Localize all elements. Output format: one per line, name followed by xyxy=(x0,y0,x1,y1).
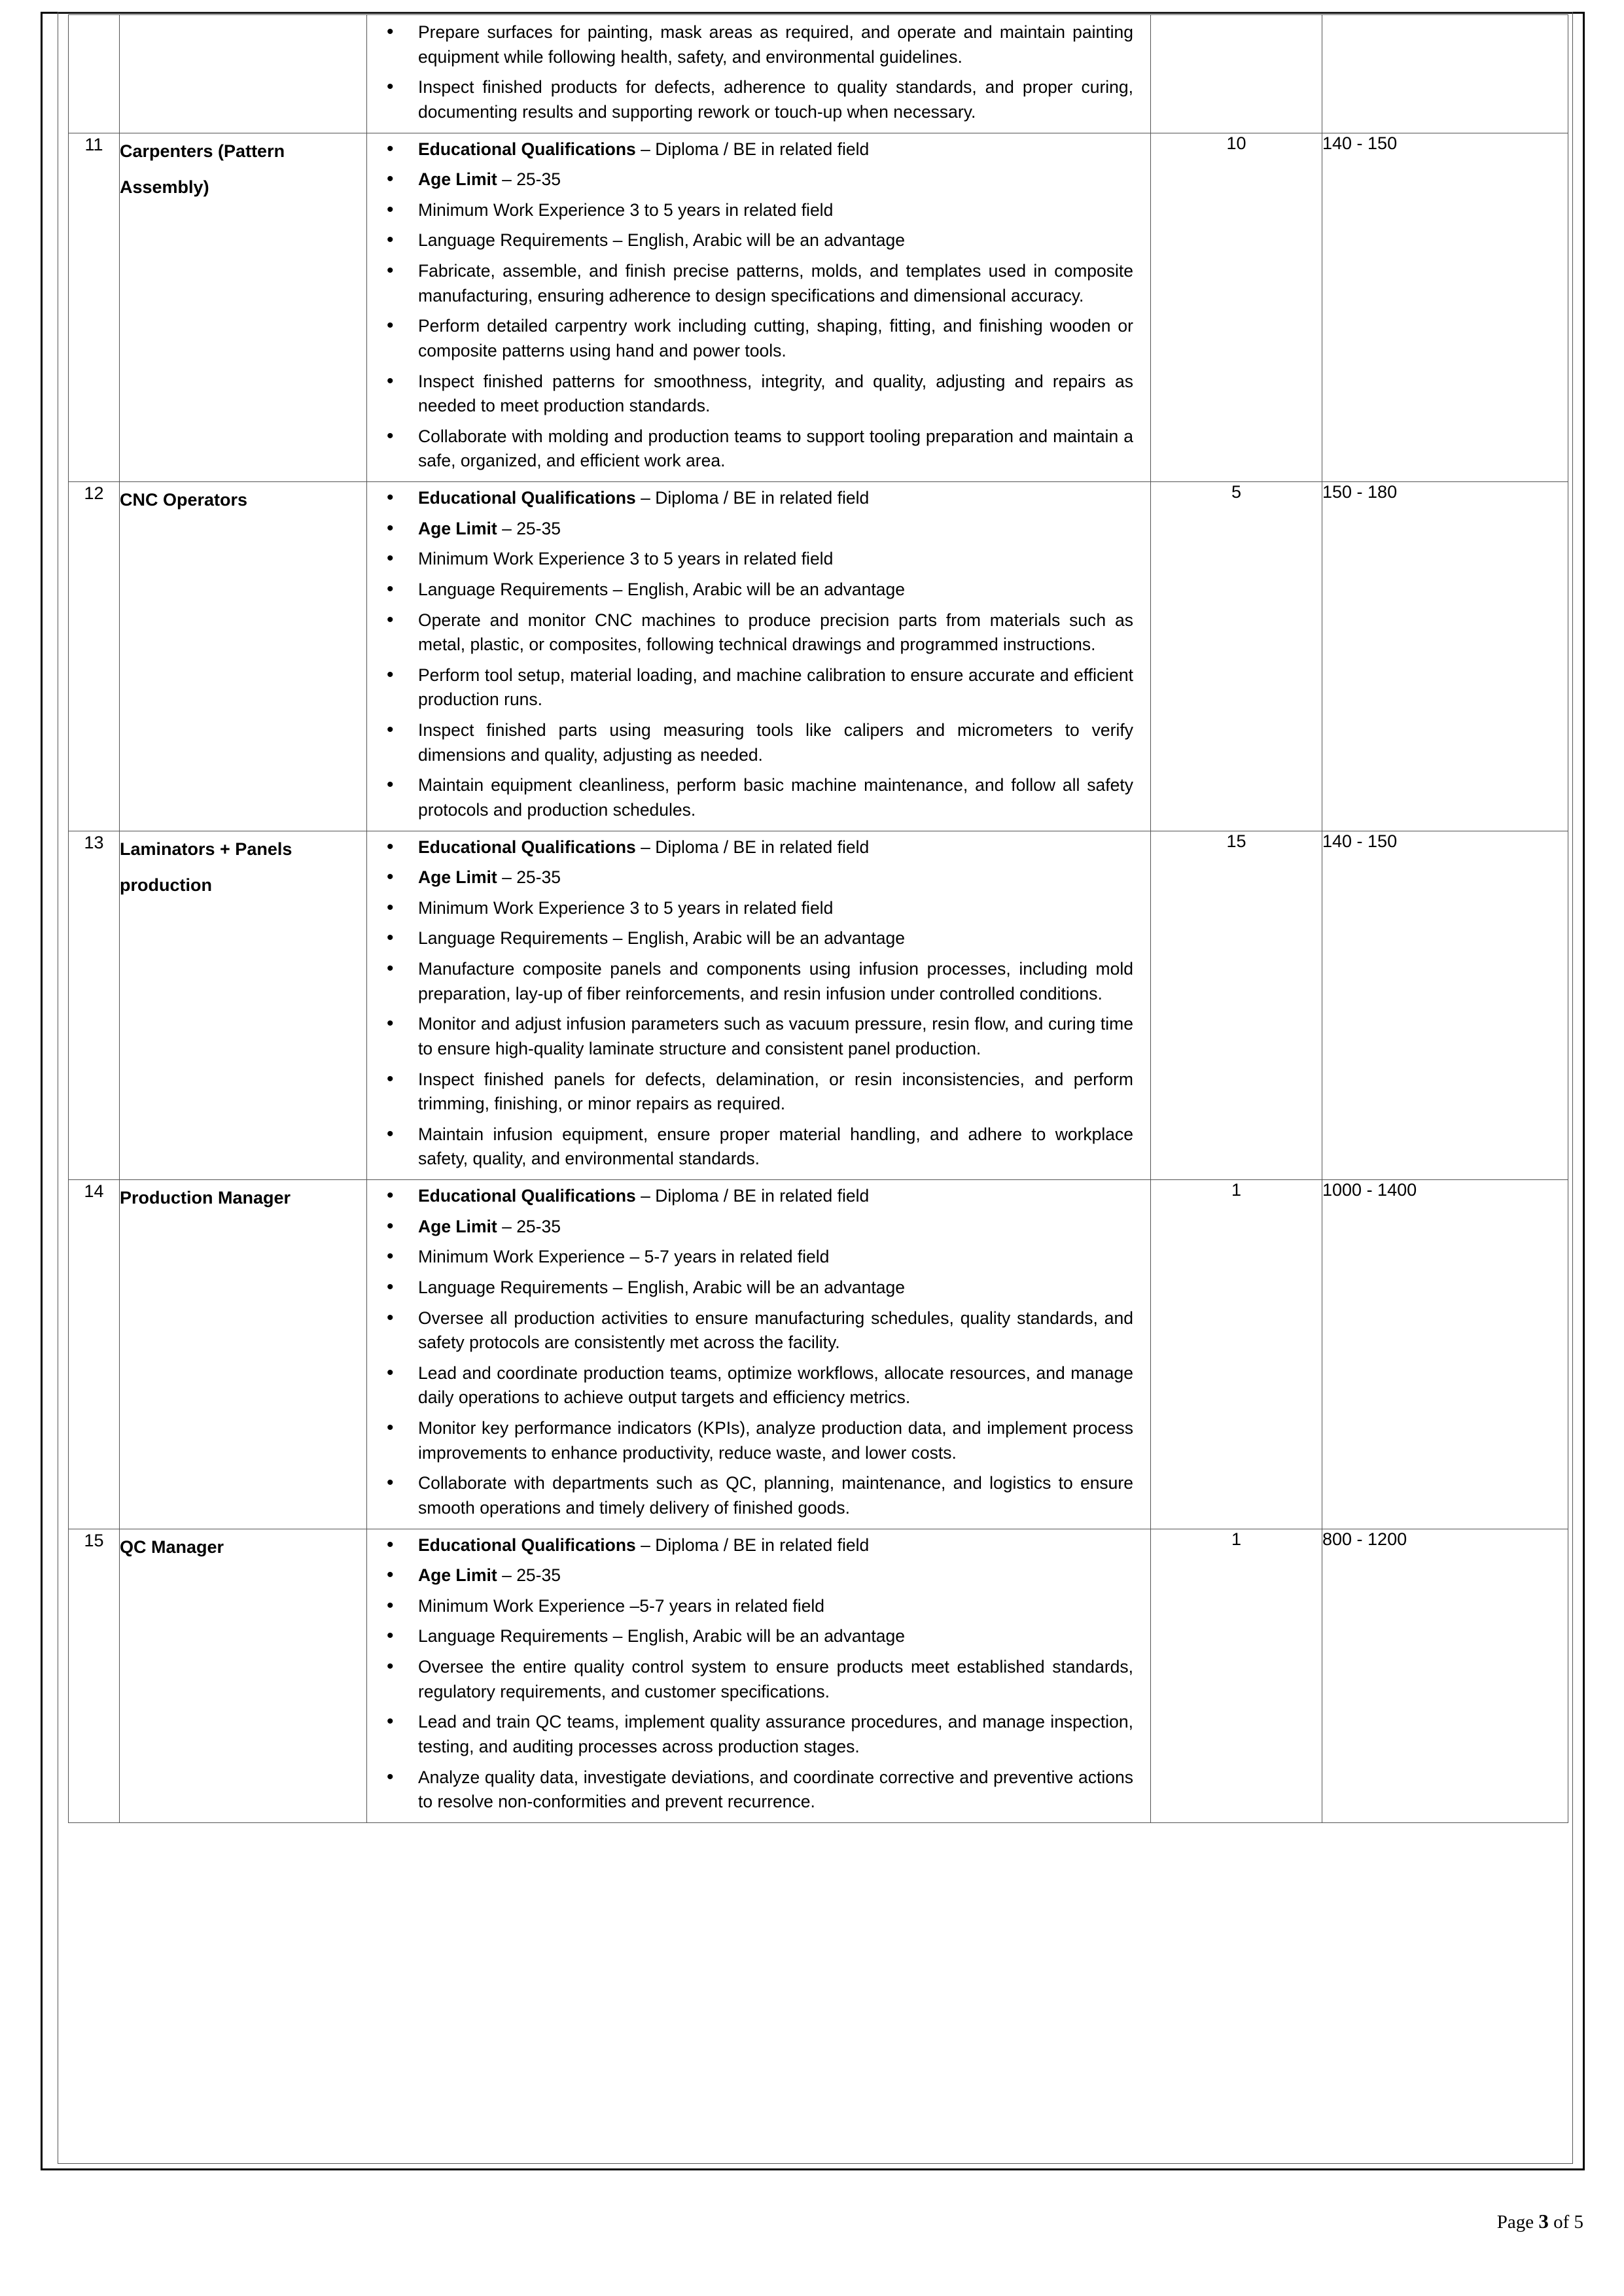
requirement-text: Oversee all production activities to ensure manufacturing schedules, quality standards, and safety protocols are consistently met across the facility. xyxy=(418,1308,1133,1353)
requirement-text: Monitor key performance indicators (KPIs), analyze production data, and implement process improvements to enhance productivity, reduce waste, and lower costs. xyxy=(418,1418,1133,1463)
row-job-title: CNC Operators xyxy=(120,482,367,831)
requirement-item xyxy=(409,137,1133,162)
row-serial-number: 12 xyxy=(69,482,120,831)
requirement-item xyxy=(409,1184,1133,1209)
requirement-item xyxy=(409,718,1133,767)
requirement-text: Language Requirements – English, Arabic will be an advantage xyxy=(418,1277,905,1297)
footer-total-pages: 5 xyxy=(1574,2212,1583,2233)
requirement-label: Educational Qualifications xyxy=(418,1535,636,1555)
row-salary-range: 800 - 1200 xyxy=(1322,1529,1568,1822)
requirement-label: Educational Qualifications xyxy=(418,488,636,508)
row-serial-number: 11 xyxy=(69,133,120,482)
row-salary-range: 140 - 150 xyxy=(1322,133,1568,482)
requirement-text: – Diploma / BE in related field xyxy=(635,1186,870,1206)
requirement-text: Minimum Work Experience – 5-7 years in related field xyxy=(418,1247,830,1267)
row-job-title xyxy=(120,15,367,133)
row-serial-number: 15 xyxy=(69,1529,120,1822)
requirement-item xyxy=(409,608,1133,657)
row-salary-range xyxy=(1322,15,1568,133)
requirement-text: – Diploma / BE in related field xyxy=(635,1535,870,1555)
table-body xyxy=(69,15,1568,1823)
requirement-text: Collaborate with molding and production teams to support tooling preparation and maintain a safe, organized, and efficient work area. xyxy=(418,426,1133,471)
requirement-item xyxy=(409,198,1133,223)
requirement-text: Monitor and adjust infusion parameters such as vacuum pressure, resin flow, and curing time to ensure high-quality laminate structure and consistent panel production. xyxy=(418,1014,1133,1058)
requirement-item xyxy=(409,1416,1133,1465)
requirement-text: – 25-35 xyxy=(497,867,561,888)
requirement-text: Manufacture composite panels and components using infusion processes, including mold preparation, lay-up of fiber reinforcements, and resin infusion under controlled conditions. xyxy=(418,959,1133,1003)
row-requirements xyxy=(367,15,1151,133)
row-vacancy-count: 1 xyxy=(1151,1529,1322,1822)
row-requirements xyxy=(367,1180,1151,1529)
requirement-item xyxy=(409,1276,1133,1300)
requirement-text: – 25-35 xyxy=(497,169,561,190)
row-requirements xyxy=(367,133,1151,482)
requirement-item xyxy=(409,663,1133,712)
table-row xyxy=(69,482,1568,831)
requirement-text: Minimum Work Experience 3 to 5 years in related field xyxy=(418,549,834,569)
requirement-text: Language Requirements – English, Arabic will be an advantage xyxy=(418,230,905,251)
requirement-text: Lead and coordinate production teams, optimize workflows, allocate resources, and manage daily operations to achieve output targets and efficiency metrics. xyxy=(418,1363,1133,1408)
row-vacancy-count: 10 xyxy=(1151,133,1322,482)
requirements-list xyxy=(367,1529,1150,1822)
row-job-title: Laminators + Panels production xyxy=(120,831,367,1180)
requirement-item xyxy=(409,1471,1133,1520)
footer-page-number: 3 xyxy=(1538,2210,1549,2233)
requirement-text: Minimum Work Experience –5-7 years in related field xyxy=(418,1595,825,1616)
requirement-text: Collaborate with departments such as QC, planning, maintenance, and logistics to ensure smooth operations and timely delivery of finished goods. xyxy=(418,1473,1133,1518)
requirement-text: Prepare surfaces for painting, mask areas as required, and operate and maintain painting equipment while following health, safety, and environmental guidelines. xyxy=(418,22,1133,67)
row-salary-range: 150 - 180 xyxy=(1322,482,1568,831)
requirement-text: Lead and train QC teams, implement quality assurance procedures, and manage inspection, testing, and auditing processes across production stages. xyxy=(418,1712,1133,1756)
row-requirements xyxy=(367,482,1151,831)
requirement-item xyxy=(409,1122,1133,1172)
requirement-text: Perform detailed carpentry work including cutting, shaping, fitting, and finishing wooden or composite patterns using hand and power tools. xyxy=(418,316,1133,360)
requirements-list xyxy=(367,1180,1150,1529)
requirement-item xyxy=(409,1655,1133,1704)
row-vacancy-count: 15 xyxy=(1151,831,1322,1180)
requirement-text: Analyze quality data, investigate deviations, and coordinate corrective and preventive actions to resolve non-conformities and prevent recurrence. xyxy=(418,1767,1133,1812)
requirement-item xyxy=(409,1068,1133,1117)
requirement-text: Language Requirements – English, Arabic will be an advantage xyxy=(418,1626,905,1646)
requirement-item xyxy=(409,957,1133,1006)
requirement-item xyxy=(409,1765,1133,1815)
requirement-label: Age Limit xyxy=(418,867,497,888)
requirement-label: Educational Qualifications xyxy=(418,837,636,857)
requirement-item xyxy=(409,259,1133,308)
requirement-item xyxy=(409,370,1133,419)
row-vacancy-count: 1 xyxy=(1151,1180,1322,1529)
requirement-item xyxy=(409,20,1133,69)
row-job-title: Carpenters (Pattern Assembly) xyxy=(120,133,367,482)
requirement-item xyxy=(409,425,1133,474)
requirement-item xyxy=(409,1563,1133,1588)
row-serial-number: 13 xyxy=(69,831,120,1180)
requirement-item xyxy=(409,1361,1133,1410)
requirements-list xyxy=(367,482,1150,831)
requirement-text: Inspect finished parts using measuring tools like calipers and micrometers to verify dimensions and quality, adjusting as needed. xyxy=(418,720,1133,765)
requirement-text: Oversee the entire quality control system to ensure products meet established standards, regulatory requirements, and customer specifications. xyxy=(418,1657,1133,1701)
requirement-label: Age Limit xyxy=(418,1565,497,1586)
requirement-item xyxy=(409,486,1133,511)
requirement-text: – 25-35 xyxy=(497,1565,561,1586)
row-requirements xyxy=(367,831,1151,1180)
requirement-text: Maintain infusion equipment, ensure proper material handling, and adhere to workplace safety, quality, and environmental standards. xyxy=(418,1124,1133,1169)
requirement-item xyxy=(409,773,1133,822)
requirement-item xyxy=(409,517,1133,542)
requirement-text: Inspect finished panels for defects, delamination, or resin inconsistencies, and perform trimming, finishing, or minor repairs as required. xyxy=(418,1069,1133,1114)
requirement-text: Language Requirements – English, Arabic will be an advantage xyxy=(418,928,905,948)
requirement-item xyxy=(409,578,1133,602)
footer-middle: of xyxy=(1553,2212,1570,2233)
requirement-label: Age Limit xyxy=(418,169,497,190)
requirement-text: – 25-35 xyxy=(497,1216,561,1236)
requirement-item xyxy=(409,896,1133,921)
row-serial-number: 14 xyxy=(69,1180,120,1529)
row-job-title: QC Manager xyxy=(120,1529,367,1822)
requirement-item xyxy=(409,75,1133,124)
requirement-text: Perform tool setup, material loading, and machine calibration to ensure accurate and efficient production runs. xyxy=(418,665,1133,710)
requirement-text: – Diploma / BE in related field xyxy=(635,139,870,159)
requirement-label: Age Limit xyxy=(418,518,497,538)
requirement-label: Educational Qualifications xyxy=(418,139,636,159)
requirement-text: Language Requirements – English, Arabic will be an advantage xyxy=(418,579,905,599)
requirement-item xyxy=(409,1624,1133,1649)
requirement-label: Age Limit xyxy=(418,1216,497,1236)
requirements-list xyxy=(367,133,1150,482)
requirement-item xyxy=(409,1306,1133,1355)
requirement-item xyxy=(409,926,1133,951)
requirement-text: Minimum Work Experience 3 to 5 years in related field xyxy=(418,897,834,918)
requirement-text: Minimum Work Experience 3 to 5 years in related field xyxy=(418,200,834,220)
requirement-label: Educational Qualifications xyxy=(418,1186,636,1206)
requirement-text: – Diploma / BE in related field xyxy=(635,488,870,508)
row-serial-number xyxy=(69,15,120,133)
requirement-item xyxy=(409,1710,1133,1759)
row-vacancy-count: 5 xyxy=(1151,482,1322,831)
requirement-text: Inspect finished products for defects, adherence to quality standards, and proper curing, documenting results and supporting rework or touch-up when necessary. xyxy=(418,77,1133,122)
table-row xyxy=(69,1529,1568,1822)
requirement-item xyxy=(409,835,1133,860)
requirement-item xyxy=(409,865,1133,890)
requirements-list xyxy=(367,831,1150,1180)
requirement-item xyxy=(409,314,1133,363)
row-vacancy-count xyxy=(1151,15,1322,133)
requirement-text: Operate and monitor CNC machines to produce precision parts from materials such as metal, plastic, or composites, following technical drawings and programmed instructions. xyxy=(418,610,1133,655)
requirement-item xyxy=(409,228,1133,253)
row-requirements xyxy=(367,1529,1151,1822)
requirement-item xyxy=(409,1215,1133,1240)
requirement-text: Maintain equipment cleanliness, perform basic machine maintenance, and follow all safety protocols and production schedules. xyxy=(418,775,1133,820)
table-row xyxy=(69,15,1568,133)
row-job-title: Production Manager xyxy=(120,1180,367,1529)
requirement-item xyxy=(409,1594,1133,1619)
requirement-item xyxy=(409,1012,1133,1061)
table-row xyxy=(69,1180,1568,1529)
requirement-item xyxy=(409,167,1133,192)
requirement-item xyxy=(409,1245,1133,1270)
page-footer xyxy=(39,2210,1583,2233)
requirement-text: Fabricate, assemble, and finish precise patterns, molds, and templates used in composite manufacturing, ensuring adherence to design specifications and dimensional accuracy. xyxy=(418,261,1133,305)
requirement-text: Inspect finished patterns for smoothness, integrity, and quality, adjusting and repairs as needed to meet production standards. xyxy=(418,371,1133,416)
table-row xyxy=(69,133,1568,482)
row-salary-range: 1000 - 1400 xyxy=(1322,1180,1568,1529)
footer-prefix: Page xyxy=(1496,2212,1534,2233)
requirement-item xyxy=(409,1533,1133,1558)
requirement-text: – 25-35 xyxy=(497,518,561,538)
job-requirements-table xyxy=(68,14,1568,1823)
row-salary-range: 140 - 150 xyxy=(1322,831,1568,1180)
requirements-list xyxy=(367,15,1150,133)
requirement-item xyxy=(409,547,1133,572)
table-row xyxy=(69,831,1568,1180)
requirement-text: – Diploma / BE in related field xyxy=(635,837,870,857)
